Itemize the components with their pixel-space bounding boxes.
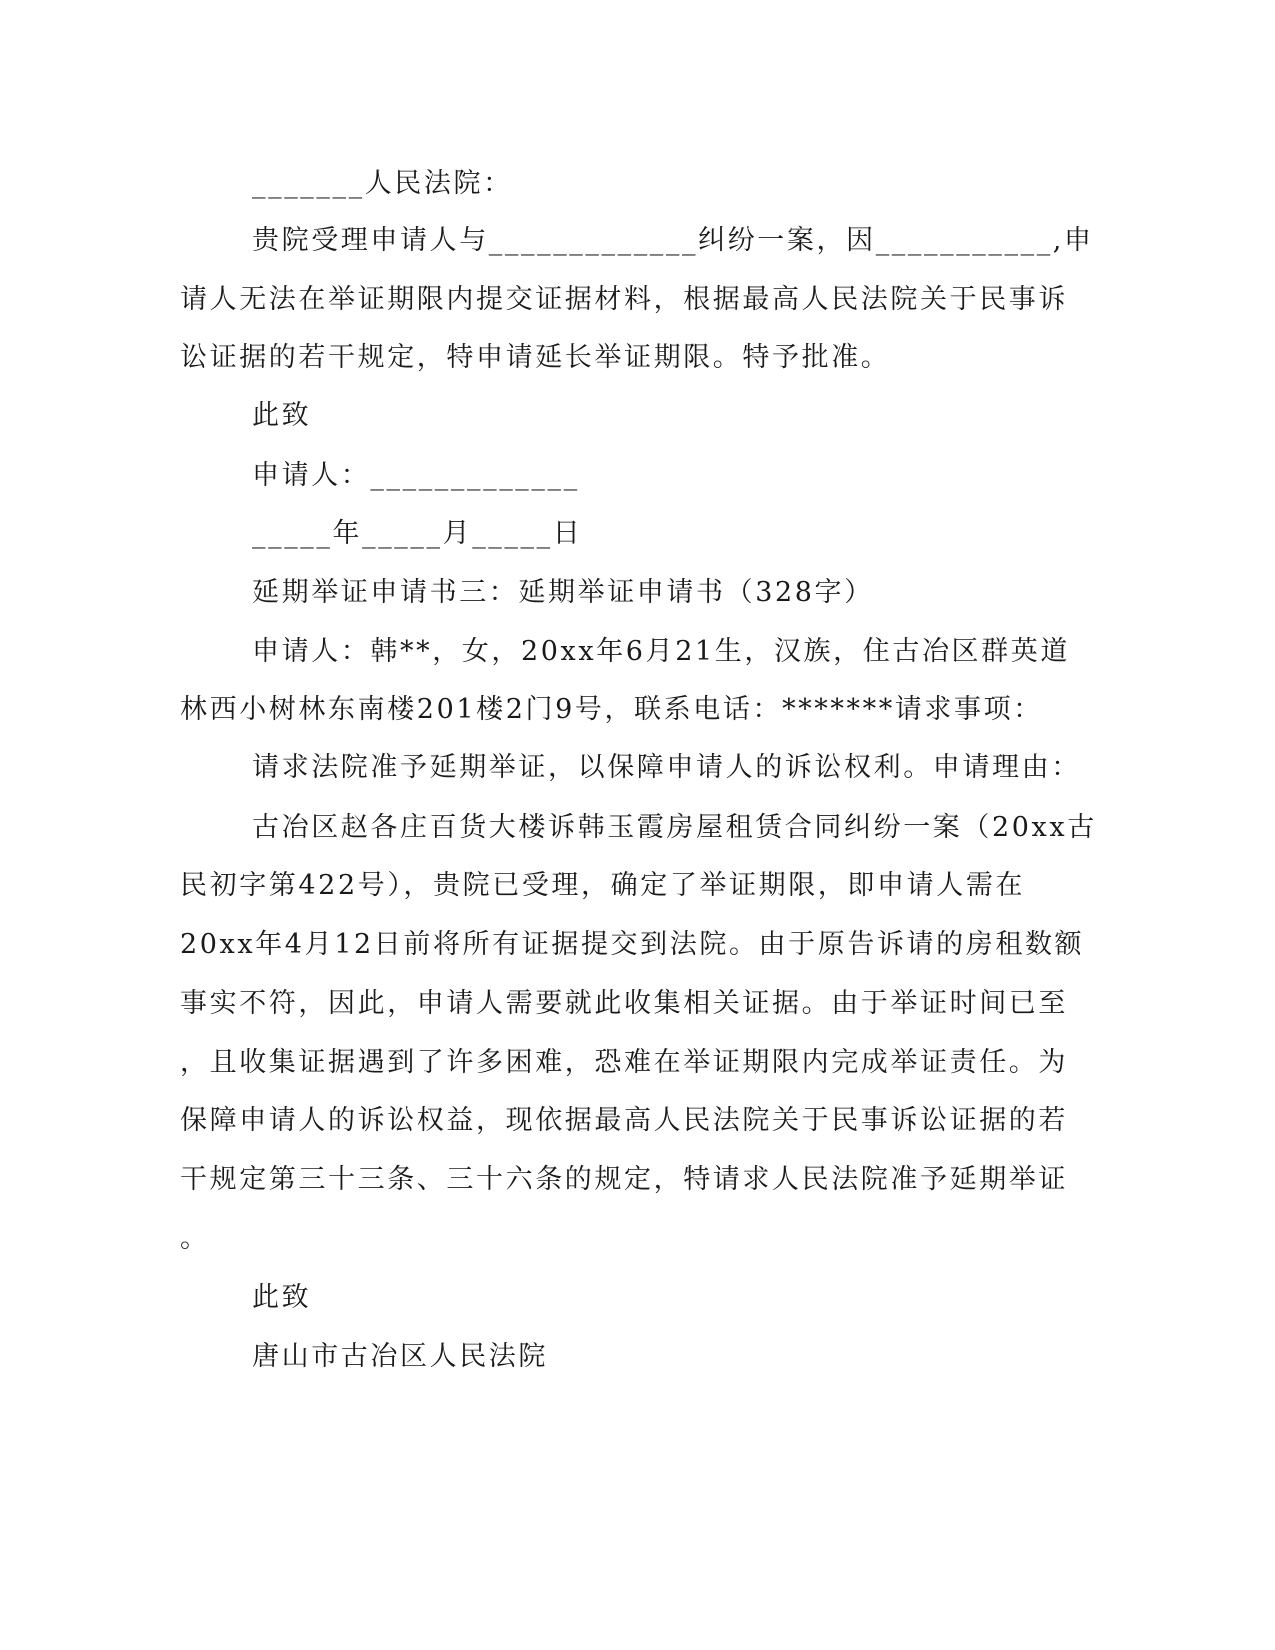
paragraph-line: 20xx年4月12日前将所有证据提交到法院。由于原告诉请的房租数额 [180,929,1085,960]
court-addressee: _______人民法院： [252,168,513,199]
recipient-court: 唐山市古冶区人民法院 [252,1341,548,1372]
paragraph-line: 古冶区赵各庄百货大楼诉韩玉霞房屋租赁合同纠纷一案（20xx古 [252,812,1097,843]
paragraph-line: 讼证据的若干规定，特申请延长举证期限。特予批准。 [180,342,891,373]
date-line: _____年_____月_____日 [252,518,583,549]
paragraph-line: 申请人：韩**，女，20xx年6月21生，汉族，住古冶区群英道 [252,636,1070,667]
salutation: 此致 [252,1282,312,1313]
paragraph-line: 请求法院准予延期举证，以保障申请人的诉讼权利。申请理由： [252,752,1081,783]
paragraph-line: 民初字第422号），贵院已受理，确定了举证期限，即申请人需在 [180,870,1026,901]
paragraph-line: ，且收集证据遇到了许多困难，恐难在举证期限内完成举证责任。为 [180,1047,1068,1078]
salutation: 此致 [252,400,312,431]
paragraph-line: 贵院受理申请人与_____________纠纷一案，因___________,申 [252,225,1094,256]
paragraph-line: 请人无法在举证期限内提交证据材料，根据最高人民法院关于民事诉 [180,284,1068,315]
paragraph-line: 林西小树林东南楼201楼2门9号，联系电话：*******请求事项： [180,694,1043,725]
section-heading: 延期举证申请书三：延期举证申请书（328字） [252,577,874,608]
paragraph-line: 保障申请人的诉讼权益，现依据最高人民法院关于民事诉讼证据的若 [180,1105,1068,1136]
applicant-signature-line: 申请人：_____________ [252,460,580,491]
paragraph-line: 事实不符，因此，申请人需要就此收集相关证据。由于举证时间已至 [180,988,1068,1019]
paragraph-line: 。 [180,1223,210,1254]
paragraph-line: 干规定第三十三条、三十六条的规定，特请求人民法院准予延期举证 [180,1164,1068,1195]
